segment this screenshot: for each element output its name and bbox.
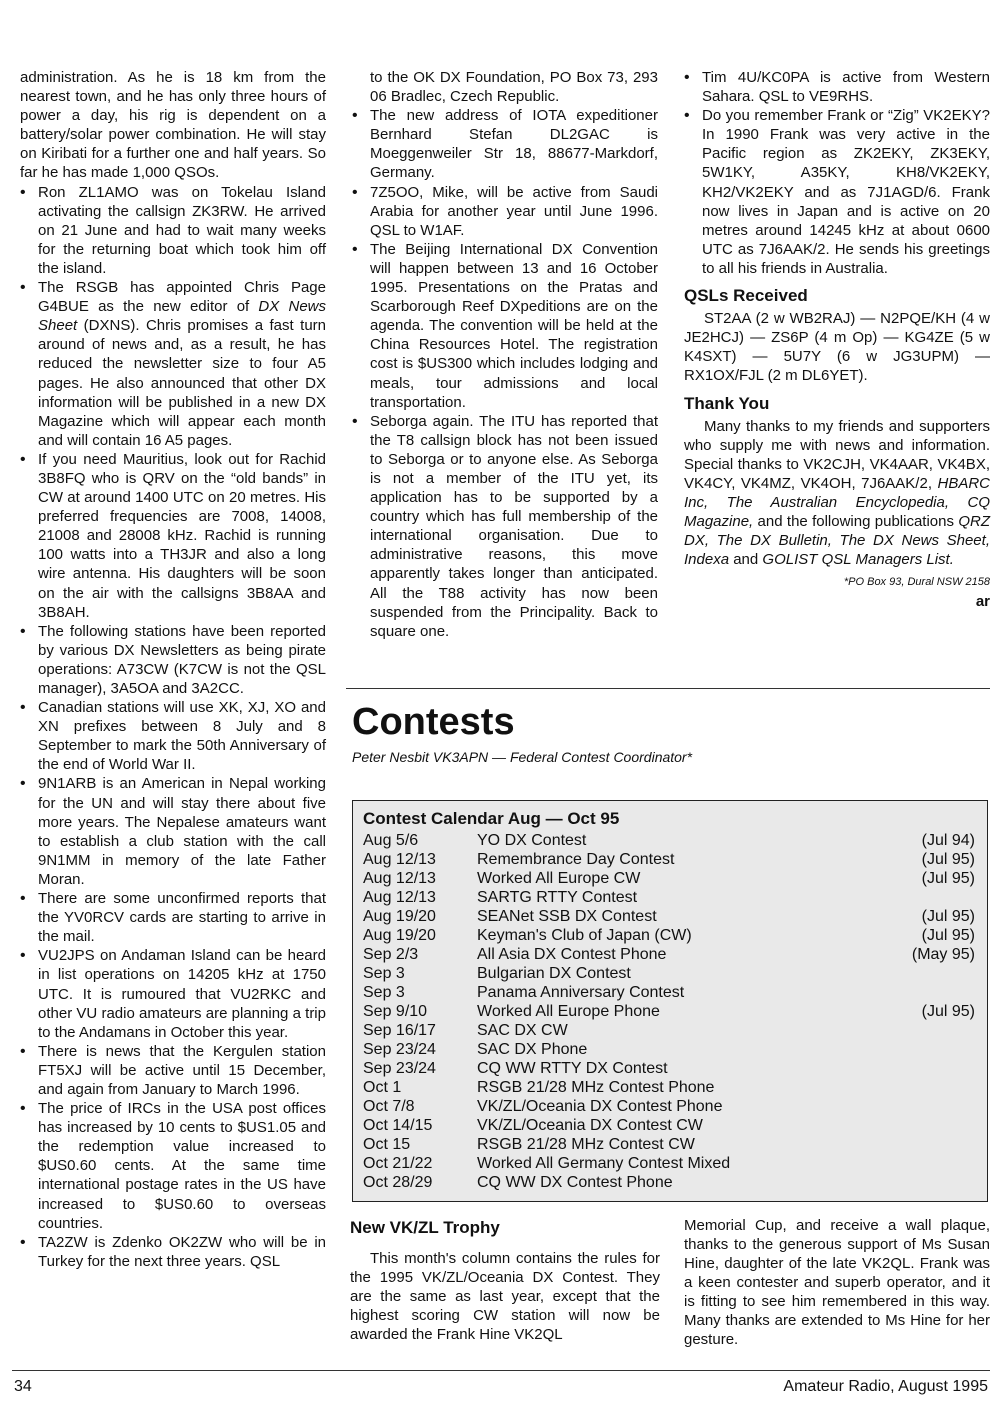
calendar-date: Aug 5/6	[363, 832, 419, 849]
calendar-contest-name: RSGB 21/28 MHz Contest CW	[477, 1136, 695, 1153]
col1-bullet-8: • VU2JPS on Andaman Island can be heard in list operations on 14205 kHz at 1750 UTC. It is rumoured that VU2RKC and other VU radio amateurs are planning a trip to the Andamans in October this year.	[20, 946, 326, 1041]
col1-bullet-10: • The price of IRCs in the USA post offices has increased by 10 cents to $US1.05 and the redemption value increased to $US0.60 cents. At the same time international postage rates in the US have increased to $US0.60 to overseas countries.	[20, 1099, 326, 1233]
column-3	[684, 68, 990, 612]
col1-bullet-5: • Canadian stations will use XK, XJ, XO and XN prefixes between 8 July and 8 September to mark the 50th Anniversary of the end of World War II.	[20, 698, 326, 774]
publication-footer: Amateur Radio, August 1995	[783, 1378, 988, 1395]
col1-bullet-11: • TA2ZW is Zdenko OK2ZW who will be in Turkey for the next three years. QSL	[20, 1233, 326, 1271]
author-address: *PO Box 93, Dural NSW 2158	[843, 576, 990, 589]
calendar-date: Aug 12/13	[363, 870, 436, 887]
calendar-date: Oct 14/15	[363, 1117, 433, 1134]
calendar-row	[353, 907, 987, 926]
calendar-row	[353, 926, 987, 945]
calendar-reference: (Jul 94)	[921, 832, 975, 849]
calendar-row	[353, 1154, 987, 1173]
calendar-row	[353, 983, 987, 1002]
calendar-row	[353, 1040, 987, 1059]
calendar-contest-name: SEANet SSB DX Contest	[477, 908, 657, 925]
qsl-text: ST2AA (2 w WB2RAJ) — N2PQE/KH (4 w JE2HCJ) — ZS6P (4 m Op) — KG4ZE (5 w K4SXT) — 5U7Y (6 w JG3UPM) — RX1OX/FJL (2 m DL6YET).	[684, 310, 990, 385]
calendar-contest-name: VK/ZL/Oceania DX Contest CW	[477, 1117, 703, 1134]
calendar-rows	[353, 831, 987, 1192]
calendar-row	[353, 1173, 987, 1192]
calendar-date: Sep 3	[363, 965, 405, 982]
col1-bullet-6: • 9N1ARB is an American in Nepal working for the UN and will stay there about five more years. The Nepalese amateurs want to establish a club station with the call 9N1MM in memory of the late Father Moran.	[20, 774, 326, 889]
col2-bullet-2: • 7Z5OO, Mike, will be active from Saudi Arabia for another year until June 1996. QSL to W1AF.	[352, 183, 658, 240]
col1-bullet-1: • Ron ZL1AMO was on Tokelau Island activating the callsign ZK3RW. He arrived on 21 June and had to wait many weeks for the returning boat which took him off the island.	[20, 183, 326, 278]
calendar-contest-name: SAC DX Phone	[477, 1041, 588, 1058]
contests-title: Contests	[352, 701, 515, 743]
calendar-date: Sep 3	[363, 984, 405, 1001]
col1-bullet-4: • The following stations have been reported by various DX Newsletters as being pirate operations: A73CW (K7CW is not the QSL manager), 3A5OA and 3A2CC.	[20, 622, 326, 698]
calendar-reference: (Jul 95)	[921, 851, 975, 868]
calendar-date: Oct 15	[363, 1136, 411, 1153]
calendar-date: Aug 12/13	[363, 851, 436, 868]
calendar-date: Oct 1	[363, 1079, 402, 1096]
calendar-date: Sep 16/17	[363, 1022, 436, 1039]
calendar-contest-name: Remembrance Day Contest	[477, 851, 675, 868]
col3-bullet-1: • Tim 4U/KC0PA is active from Western Sahara. QSL to VE9RHS.	[684, 68, 990, 106]
calendar-title: Contest Calendar Aug — Oct 95	[363, 809, 620, 828]
calendar-date: Aug 19/20	[363, 908, 436, 925]
calendar-date: Oct 21/22	[363, 1155, 433, 1172]
calendar-row	[353, 1116, 987, 1135]
calendar-contest-name: CQ WW DX Contest Phone	[477, 1174, 673, 1191]
calendar-contest-name: RSGB 21/28 MHz Contest Phone	[477, 1079, 715, 1096]
thanks-heading: Thank You	[684, 393, 770, 413]
calendar-contest-name: Worked All Europe CW	[477, 870, 641, 887]
column-1	[20, 68, 326, 1271]
calendar-row	[353, 1097, 987, 1116]
calendar-date: Sep 23/24	[363, 1060, 436, 1077]
calendar-contest-name: Keyman's Club of Japan (CW)	[477, 927, 692, 944]
calendar-row	[353, 850, 987, 869]
calendar-row	[353, 1078, 987, 1097]
calendar-contest-name: VK/ZL/Oceania DX Contest Phone	[477, 1098, 723, 1115]
trophy-column-2	[684, 1216, 990, 1349]
calendar-reference: (Jul 95)	[921, 1003, 975, 1020]
contests-top-rule	[346, 688, 990, 689]
trophy-heading: New VK/ZL Trophy	[350, 1218, 500, 1237]
qsl-heading: QSLs Received	[684, 286, 808, 306]
calendar-contest-name: SAC DX CW	[477, 1022, 568, 1039]
calendar-date: Sep 23/24	[363, 1041, 436, 1058]
calendar-reference: (Jul 95)	[921, 927, 975, 944]
calendar-row	[353, 869, 987, 888]
calendar-row	[353, 1135, 987, 1154]
trophy-text-1: This month's column contains the rules for the 1995 VK/ZL/Oceania DX Contest. They are the same as last year, except that the highest scoring CW station will now be awarded the Frank Hine VK2QL	[350, 1250, 660, 1343]
calendar-contest-name: Bulgarian DX Contest	[477, 965, 631, 982]
calendar-date: Sep 9/10	[363, 1003, 428, 1020]
thanks-text	[684, 417, 990, 570]
calendar-reference: (May 95)	[911, 946, 975, 963]
calendar-contest-name: All Asia DX Contest Phone	[477, 946, 667, 963]
col1-intro: administration. As he is 18 km from the nearest town, and he has only three hours of power a day, his rig is dependent on a battery/solar power combination. He will stay on Kiribati for a further one and half years. So far he has made 1,000 QSOs.	[20, 69, 326, 182]
calendar-contest-name: Worked All Europe Phone	[477, 1003, 660, 1020]
column-2	[352, 68, 658, 641]
contests-subtitle: Peter Nesbit VK3APN — Federal Contest Coordinator*	[352, 749, 693, 765]
calendar-reference: (Jul 95)	[921, 870, 975, 887]
thanks-text-2: and the following publications	[757, 513, 954, 531]
calendar-date: Oct 7/8	[363, 1098, 415, 1115]
calendar-date: Sep 2/3	[363, 946, 419, 963]
page-number: 34	[14, 1378, 32, 1395]
calendar-contest-name: YO DX Contest	[477, 832, 587, 849]
calendar-row	[353, 964, 987, 983]
calendar-row	[353, 888, 987, 907]
contest-calendar	[352, 800, 988, 1202]
col3-bullet-2: • Do you remember Frank or “Zig” VK2EKY? In 1990 Frank was very active in the Pacific region as ZK2EKY, ZK3EKY, 5W1KY, A35KY, KH8/VK2EKY, KH2/VK2EKY and as 7J1AGD/6. Frank now lives in Japan and is active on 20 metres around 14245 kHz at about 0600 UTC as 7J6AAK/2. He sends his greetings to all his friends in Australia.	[684, 106, 990, 278]
col2-bullet-3: • The Beijing International DX Convention will happen between 13 and 16 October 1995. Presentations on the Pratas and Scarborough Reef DXpeditions are on the agenda. The convention will be held at the China Resources Hotel. The registration cost is $US300 which includes lodging and meals, tour admissions and local transportation.	[352, 240, 658, 412]
calendar-date: Oct 28/29	[363, 1174, 433, 1191]
calendar-row	[353, 1059, 987, 1078]
col1-bullet-9: • There is news that the Kergulen station FT5XJ will be active until 15 December, and again from January to March 1996.	[20, 1042, 326, 1099]
thanks-text-1: Many thanks to my friends and supporters who supply me with news and information. Special thanks to VK2CJH, VK4AAR, VK4BX, VK4CY, VK4MZ, VK4OH, 7J6AAK/2,	[684, 417, 990, 492]
col2-continuation: to the OK DX Foundation, PO Box 73, 293 06 Bradlec, Czech Republic.	[370, 69, 658, 106]
calendar-date: Aug 12/13	[363, 889, 436, 906]
calendar-row	[353, 1021, 987, 1040]
calendar-contest-name: Worked All Germany Contest Mixed	[477, 1155, 731, 1172]
thanks-italic-2: QRZ DX, The DX Bulletin, The DX News Sheet, Indexa	[684, 513, 990, 569]
calendar-row	[353, 945, 987, 964]
thanks-italic-3: GOLIST QSL Managers List.	[762, 551, 954, 569]
footer-rule	[12, 1370, 990, 1371]
signoff: ar	[975, 593, 990, 611]
thanks-italic-1: HBARC Inc, The Australian Encyclopedia, CQ Magazine,	[684, 474, 990, 531]
calendar-row	[353, 831, 987, 850]
trophy-text-2: Memorial Cup, and receive a wall plaque, thanks to the generous support of Ms Susan Hine, daughter of the late VK2QL. Frank was a keen contester and superb operator, and it is fitting to see him remembered in this way. Many thanks are extended to Ms Hine for her gesture.	[684, 1217, 990, 1348]
col1-bullet-3: • If you need Mauritius, look out for Rachid 3B8FQ who is QRV on the “old bands” in CW at around 1400 UTC on 20 metres. His preferred frequencies are 7008, 14008, 21008 and 28008 kHz. Rachid is running 100 watts into a TH3JR and also a long wire antenna. His daughters will be soon on the air with the callsigns 3B8AA and 3B8AH.	[20, 450, 326, 622]
col2-bullet-1: • The new address of IOTA expeditioner Bernhard Stefan DL2GAC is Moeggenweiler Str 18, 88677-Markdorf, Germany.	[352, 106, 658, 182]
col1-bullet-7: • There are some unconfirmed reports that the YV0RCV cards are starting to arrive in the mail.	[20, 889, 326, 946]
calendar-contest-name: SARTG RTTY Contest	[477, 889, 638, 906]
calendar-row	[353, 1002, 987, 1021]
calendar-date: Aug 19/20	[363, 927, 436, 944]
calendar-contest-name: Panama Anniversary Contest	[477, 984, 685, 1001]
thanks-text-3: and	[733, 551, 759, 569]
col1-bullet-2: • The RSGB has appointed Chris Page G4BUE as the new editor of DX News Sheet (DXNS). Chris promises a fast turn around of news and, as a result, he has reduced the newsletter size to four A5 pages. He also announced that other DX information will be published in a new DX Magazine which will appear each month and will contain 16 A5 pages.	[20, 278, 326, 450]
col2-bullet-4: • Seborga again. The ITU has reported that the T8 callsign block has not been issued to Seborga or to anyone else. As Seborga is not a member of the ITU yet, its application has to be supported by a country which has full membership of the international organisation. Due to administrative reasons, this move apparently takes longer than anticipated. All the T88 activity has now been suspended from the Principality. Back to square one.	[352, 412, 658, 641]
calendar-contest-name: CQ WW RTTY DX Contest	[477, 1060, 668, 1077]
calendar-reference: (Jul 95)	[921, 908, 975, 925]
trophy-column	[350, 1218, 660, 1344]
